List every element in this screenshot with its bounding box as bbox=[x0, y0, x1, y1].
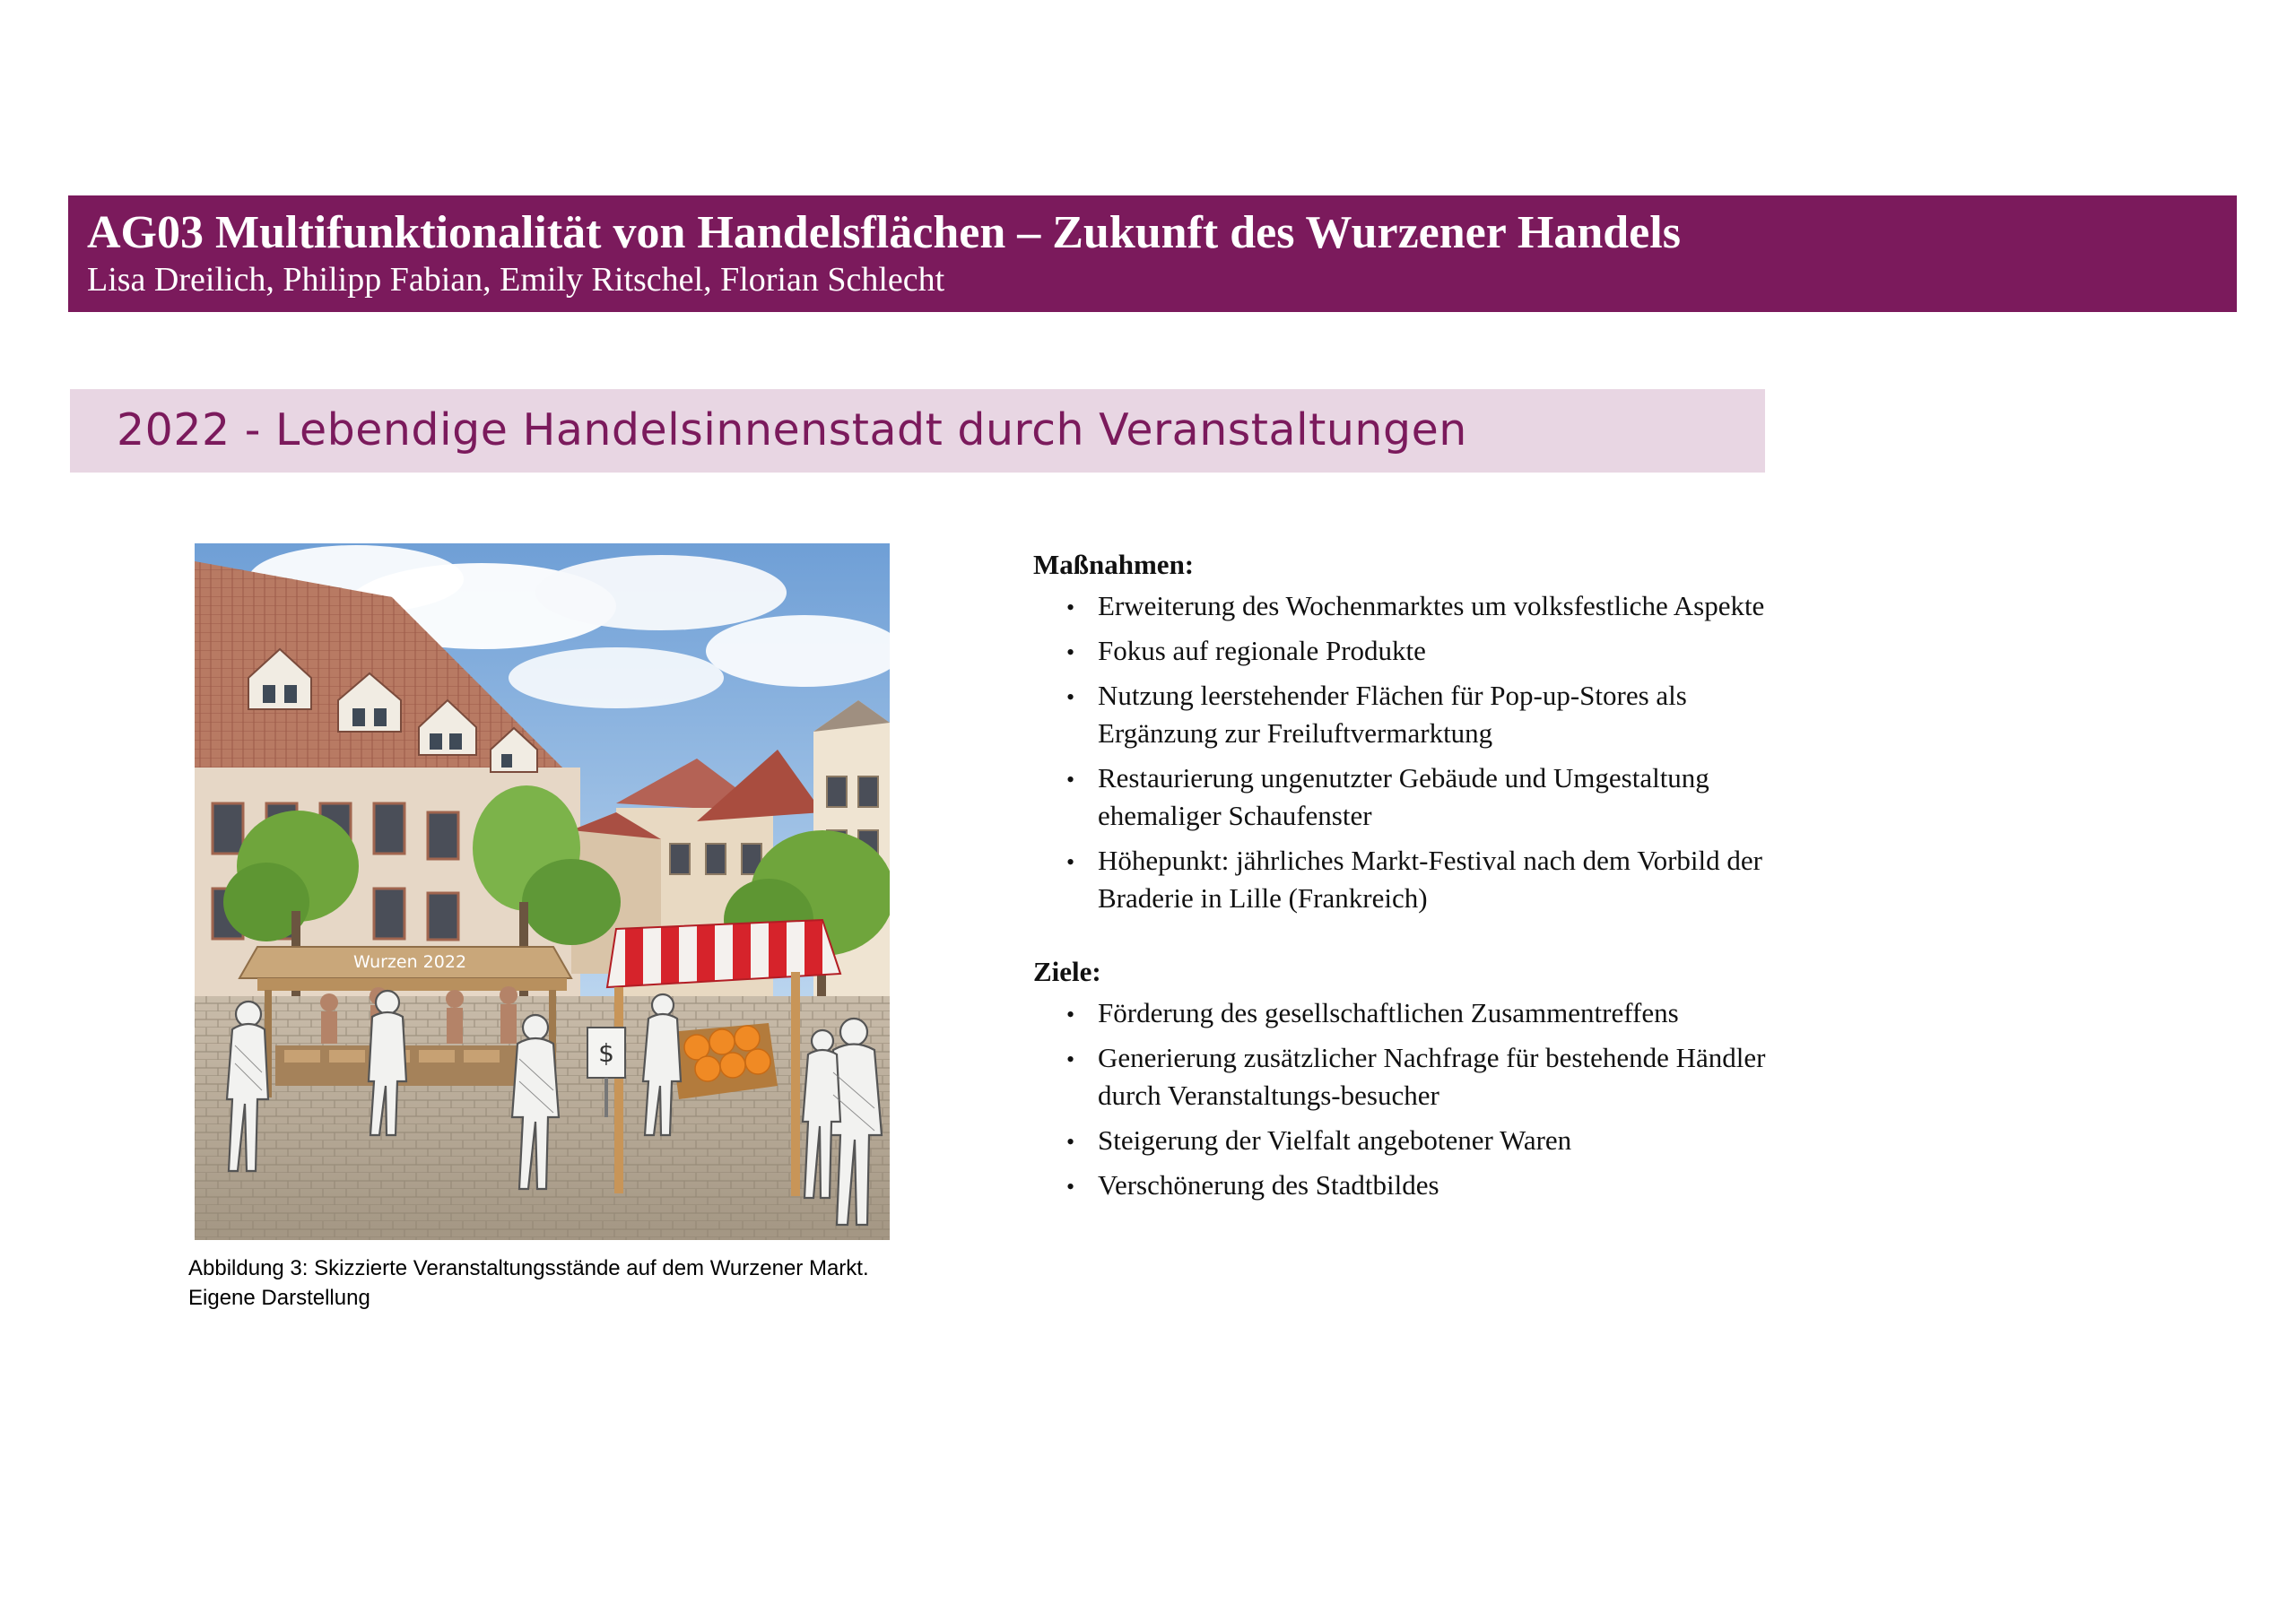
list-item-text: Erweiterung des Wochenmarktes um volksfestliche Aspekte bbox=[1098, 590, 1765, 621]
list-item bbox=[1033, 994, 1769, 1032]
list-item-text: Nutzung leerstehender Flächen für Pop-up-Stores als Ergänzung zur Freiluftvermarktung bbox=[1098, 680, 1687, 749]
massnahmen-list bbox=[1033, 587, 1769, 917]
bullet-icon: • bbox=[1066, 767, 1075, 793]
list-item bbox=[1033, 1167, 1769, 1204]
list-item bbox=[1033, 677, 1769, 752]
list-item-text: Fokus auf regionale Produkte bbox=[1098, 635, 1426, 666]
ziele-heading: Ziele: bbox=[1033, 956, 1101, 987]
bullet-icon: • bbox=[1066, 594, 1075, 620]
content-column bbox=[1033, 546, 1769, 1211]
bullet-icon: • bbox=[1066, 1129, 1075, 1155]
list-item-text: Generierung zusätzlicher Nachfrage für bestehende Händler durch Veranstaltungs-besucher bbox=[1098, 1042, 1766, 1111]
list-item-text: Restaurierung ungenutzter Gebäude und Umgestaltung ehemaliger Schaufenster bbox=[1098, 762, 1709, 831]
list-item bbox=[1033, 759, 1769, 835]
list-item-text: Förderung des gesellschaftlichen Zusammentreffens bbox=[1098, 997, 1679, 1028]
bullet-icon: • bbox=[1066, 1174, 1075, 1200]
list-item bbox=[1033, 632, 1769, 670]
list-item-text: Steigerung der Vielfalt angebotener Waren bbox=[1098, 1124, 1572, 1156]
section-banner bbox=[70, 389, 1765, 473]
list-item bbox=[1033, 587, 1769, 625]
section-title: 2022 - Lebendige Handelsinnenstadt durch Veranstaltungen bbox=[117, 404, 1467, 455]
massnahmen-heading: Maßnahmen: bbox=[1033, 549, 1195, 580]
bullet-icon: • bbox=[1066, 1046, 1075, 1072]
list-item bbox=[1033, 1122, 1769, 1159]
bullet-icon: • bbox=[1066, 639, 1075, 665]
caption-line: Abbildung 3: Skizzierte Veranstaltungsstände auf dem Wurzener Markt. bbox=[188, 1256, 869, 1280]
list-item-text: Höhepunkt: jährliches Markt-Festival nach dem Vorbild der Braderie in Lille (Frankreich) bbox=[1098, 845, 1762, 914]
bullet-icon: • bbox=[1066, 849, 1075, 875]
bullet-icon: • bbox=[1066, 684, 1075, 710]
list-item bbox=[1033, 842, 1769, 917]
caption-line: Eigene Darstellung bbox=[188, 1286, 370, 1310]
authors-line: Lisa Dreilich, Philipp Fabian, Emily Ritschel, Florian Schlecht bbox=[87, 261, 945, 299]
bullet-icon: • bbox=[1066, 1002, 1075, 1028]
ziele-list bbox=[1033, 994, 1769, 1204]
header-banner bbox=[68, 195, 2237, 312]
stall-sign: Wurzen 2022 bbox=[352, 952, 467, 972]
figure-caption bbox=[188, 1253, 924, 1313]
market-illustration bbox=[195, 543, 890, 1240]
ziele-block bbox=[1033, 953, 1769, 1204]
massnahmen-block bbox=[1033, 546, 1769, 917]
list-item-text: Verschönerung des Stadtbildes bbox=[1098, 1169, 1439, 1201]
price-sign: $ bbox=[598, 1038, 614, 1068]
page-title: AG03 Multifunktionalität von Handelsflächen – Zukunft des Wurzener Handels bbox=[87, 207, 1681, 258]
list-item bbox=[1033, 1039, 1769, 1115]
